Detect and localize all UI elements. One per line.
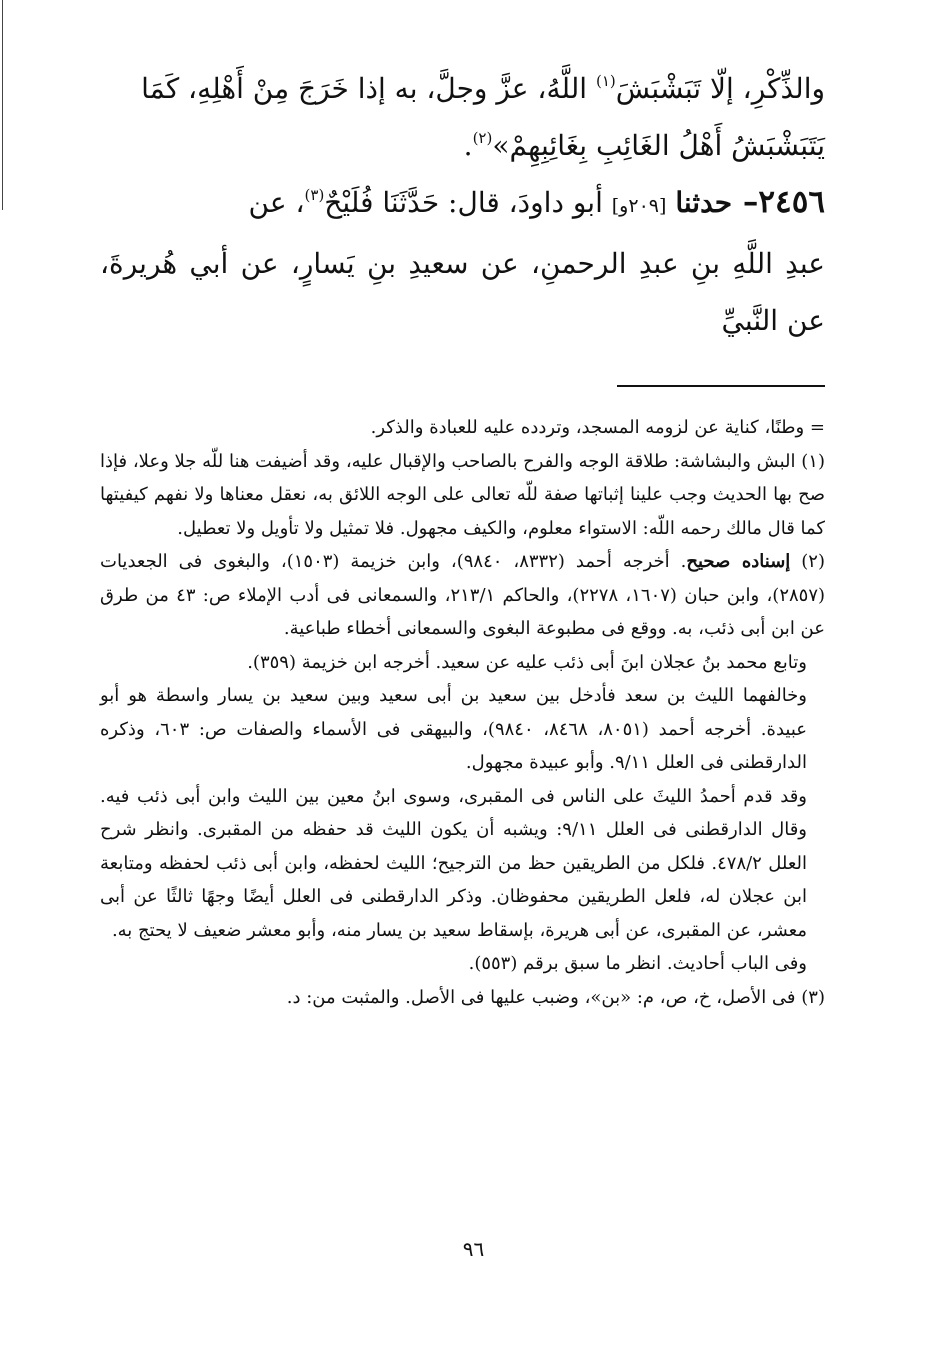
footnote-divider xyxy=(617,385,825,387)
main-line-2 xyxy=(100,117,825,174)
footnotes xyxy=(100,411,825,1014)
footnote-2-qaddam: وقد قدم أحمدُ الليثَ على الناس فى المقبرى، وسوى ابنُ معين بين الليث وابن أبى ذئب فيه. وقال الدارقطنى فى العلل ٩/١١: ويشبه أن يكون الليث قد حفظه من المقبرى. وانظر شرح العلل ٤٧٨/٢. فلكل من الطريقين حظ من الترجيح؛ الليث لحفظه، وابن أبى ذئب لحفظه ومتابعة ابن عجلان له، فلعل الطريقين محفوظان. وذكر الدارقطنى فى العلل أيضًا وجهًا ثالثًا عن أبى معشر، عن المقبرى، عن أبى هريرة، بإسقاط سعيد بن يسار منه، وأبو معشر ضعيف لا يحتج به. xyxy=(100,785,807,941)
footnote-ref-1: (١) xyxy=(595,72,616,90)
main-line-1 xyxy=(100,60,825,117)
footnote-3: (٣) فى الأصل، خ، ص، م: «بن»، وضبب عليها فى الأصل. والمثبت من: د. xyxy=(286,986,825,1008)
footnote-ref-2: (٢) xyxy=(472,129,493,147)
page-content xyxy=(100,60,825,1014)
footnote-ref-3: (٣) xyxy=(304,186,325,204)
hadith-intro-word: حدثنا xyxy=(675,186,733,219)
main-line-3-text: أبو داودَ، قال: حَدَّثَنَا فُلَيْحٌ xyxy=(324,186,612,219)
main-line-3-tail: ، عن xyxy=(248,186,305,219)
hadith-dash: – xyxy=(732,184,759,220)
main-line-2-text-b: . xyxy=(463,129,473,162)
footnote-2-grading: إسناده صحيح xyxy=(686,551,791,572)
main-text xyxy=(100,60,825,349)
footnote-2-khalafa: وخالفهما الليث بن سعد فأدخل بين سعيد بن أبى سعيد وبين سعيد بن يسار واسطة هو أبو عبيدة. أخرجه أحمد (٨٠٥١، ٨٤٦٨، ٩٨٤٠)، والبيهقى فى الأسماء والصفات ص: ٦٠٣، وذكره الدارقطنى فى العلل ٩/١١. وأبو عبيدة مجهول. xyxy=(100,685,807,773)
manuscript-folio-ref: [٢٠٩و] xyxy=(611,195,667,217)
page-edge-line xyxy=(2,0,3,210)
footnote-2-number: (٢) xyxy=(790,551,825,572)
footnote-2-bab: وفى الباب أحاديث. انظر ما سبق برقم (٥٥٣). xyxy=(468,953,807,974)
page-number: ٩٦ xyxy=(462,1237,485,1261)
footnote-continuation: = وطنًا، كناية عن لزومه المسجد، وتردده عليه للعبادة والذكر. xyxy=(370,417,825,438)
main-line-3 xyxy=(100,174,825,235)
footnote-2 xyxy=(100,545,825,646)
footnote-2-text: . أخرجه أحمد (٨٣٣٢، ٩٨٤٠)، وابن خزيمة (١٥٠٣)، والبغوى فى الجعديات (٢٨٥٧)، وابن حبان (١٦٠٧، ٢٢٧٨)، والحاكم ٢١٣/١، والسمعانى فى أدب الإملاء ص: ٤٣ من طرق عن ابن أبى ذئب، به. ووقع فى مطبوعة البغوى والسمعانى أخطاء طباعية. xyxy=(100,551,826,639)
hadith-number: ٢٤٥٦ xyxy=(758,184,825,220)
main-line-1-text-b: اللَّهُ، عزَّ وجلَّ، به إذا خَرَجَ مِنْ أَهْلِهِ، كَمَا xyxy=(141,72,596,105)
main-line-2-text-a: يَتَبَشْبَشُ أَهْلُ الغَائِبِ بِغَائِبِهِمْ» xyxy=(492,129,825,162)
footnote-2-tabaa: وتابع محمد بنُ عجلان ابنَ أبى ذئب عليه عن سعيد. أخرجه ابن خزيمة (٣٥٩). xyxy=(247,651,807,673)
footnote-1: (١) البش والبشاشة: طلاقة الوجه والفرح بالصاحب والإقبال عليه، وقد أضيفت هنا للّه جلا وعلا، فإذا صح بها الحديث وجب علينا إثباتها صفة للّه تعالى على الوجه اللائق به، نعقل معناها ولا نفهم كيفيتها كما قال مالك رحمه اللّه: الاستواء معلوم، والكيف مجهول. فلا تمثيل ولا تأويل ولا تعطيل. xyxy=(100,450,825,539)
main-line-4: عبدِ اللَّهِ بنِ عبدِ الرحمنِ، عن سعيدِ بنِ يَسارٍ، عن أبي هُريرةَ، عن النَّبيِّ xyxy=(100,247,825,337)
main-line-1-text-a: والذِّكْرِ، إلّا تَبَشْبَشَ xyxy=(615,72,825,105)
